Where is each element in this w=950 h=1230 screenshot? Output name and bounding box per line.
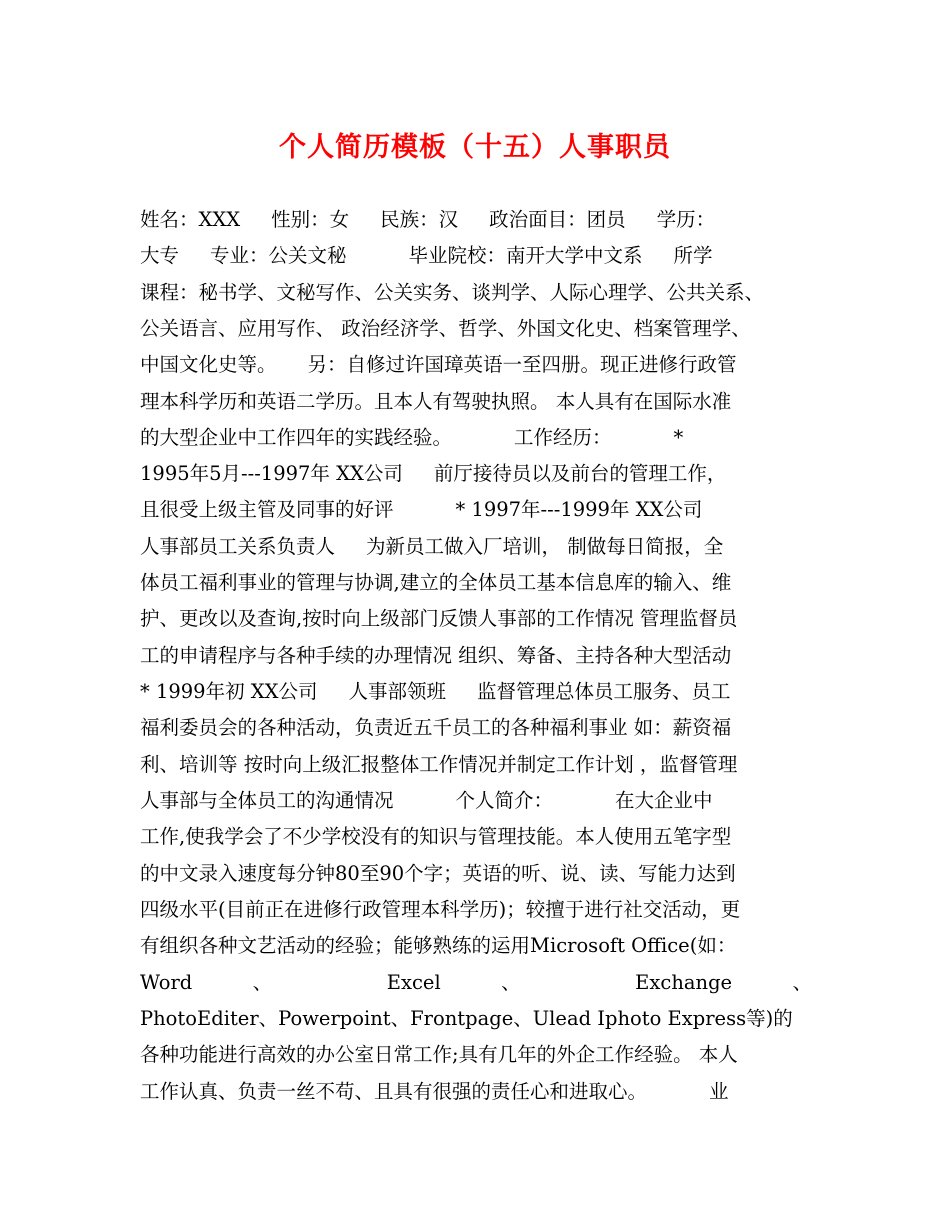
- body-line-21: 有组织各种文艺活动的经验；能够熟练的运用Microsoft Office(如：: [140, 934, 737, 957]
- body-line-12: 护、更改以及查询,按时向上级部门反馈人事部的工作情况 管理监督员: [140, 607, 738, 630]
- body-line-4: 公关语言、应用写作、 政治经济学、哲学、外国文化史、档案管理学、: [140, 317, 751, 340]
- body-line-1: 姓名：XXX 性别：女 民族：汉 政治面目：团员 学历：: [140, 208, 716, 231]
- body-line-18: 工作,使我学会了不少学校没有的知识与管理技能。本人使用五笔字型: [140, 825, 732, 848]
- document-title: 个人简历模板（十五）人事职员: [279, 132, 671, 163]
- body-line-20: 四级水平(目前正在进修行政管理本科学历)；较擅于进行社交活动，更: [140, 898, 741, 921]
- body-line-23: PhotoEditer、Powerpoint、Frontpage、Ulead Iphoto Express等)的: [140, 1007, 793, 1030]
- body-line-16: 利、培训等 按时向上级汇报整体工作情况并制定工作计划 ，监督管理: [140, 753, 738, 776]
- body-line-22: Word 、 Excel 、 Exchange 、: [140, 971, 812, 994]
- body-line-2: 大专 专业：公关文秘 毕业院校：南开大学中文系 所学: [140, 244, 713, 267]
- body-line-13: 工的申请程序与各种手续的办理情况 组织、筹备、主持各种大型活动: [140, 644, 732, 667]
- body-line-19: 的中文录入速度每分钟80至90个字；英语的听、说、读、写能力达到: [140, 862, 736, 885]
- body-line-14: * 1999年初 XX公司 人事部领班 监督管理总体员工服务、员工: [140, 680, 731, 703]
- body-line-9: 且很受上级主管及同事的好评 * 1997年---1999年 XX公司: [140, 498, 703, 521]
- body-line-25: 工作认真、负责一丝不苟、且具有很强的责任心和进取心。 业: [140, 1080, 729, 1103]
- body-line-24: 各种功能进行高效的办公室日常工作;具有几年的外企工作经验。 本人: [140, 1043, 738, 1066]
- body-line-5: 中国文化史等。 另：自修过许国璋英语一至四册。现正进修行政管: [140, 353, 737, 376]
- body-line-17: 人事部与全体员工的沟通情况 个人简介： 在大企业中: [140, 789, 713, 812]
- body-line-7: 的大型企业中工作四年的实践经验。 工作经历： *: [140, 426, 684, 449]
- body-line-3: 课程：秘书学、文秘写作、公关实务、谈判学、人际心理学、公共关系、: [140, 281, 765, 304]
- body-line-8: 1995年5月---1997年 XX公司 前厅接待员以及前台的管理工作，: [140, 462, 727, 485]
- body-line-11: 体员工福利事业的管理与协调,建立的全体员工基本信息库的输入、维: [140, 571, 732, 594]
- body-line-15: 福利委员会的各种活动，负责近五千员工的各种福利事业 如：薪资福: [140, 716, 732, 739]
- body-line-10: 人事部员工关系负责人 为新员工做入厂培训， 制做每日简报，全: [140, 535, 724, 558]
- body-line-6: 理本科学历和英语二学历。且本人有驾驶执照。 本人具有在国际水准: [140, 390, 732, 413]
